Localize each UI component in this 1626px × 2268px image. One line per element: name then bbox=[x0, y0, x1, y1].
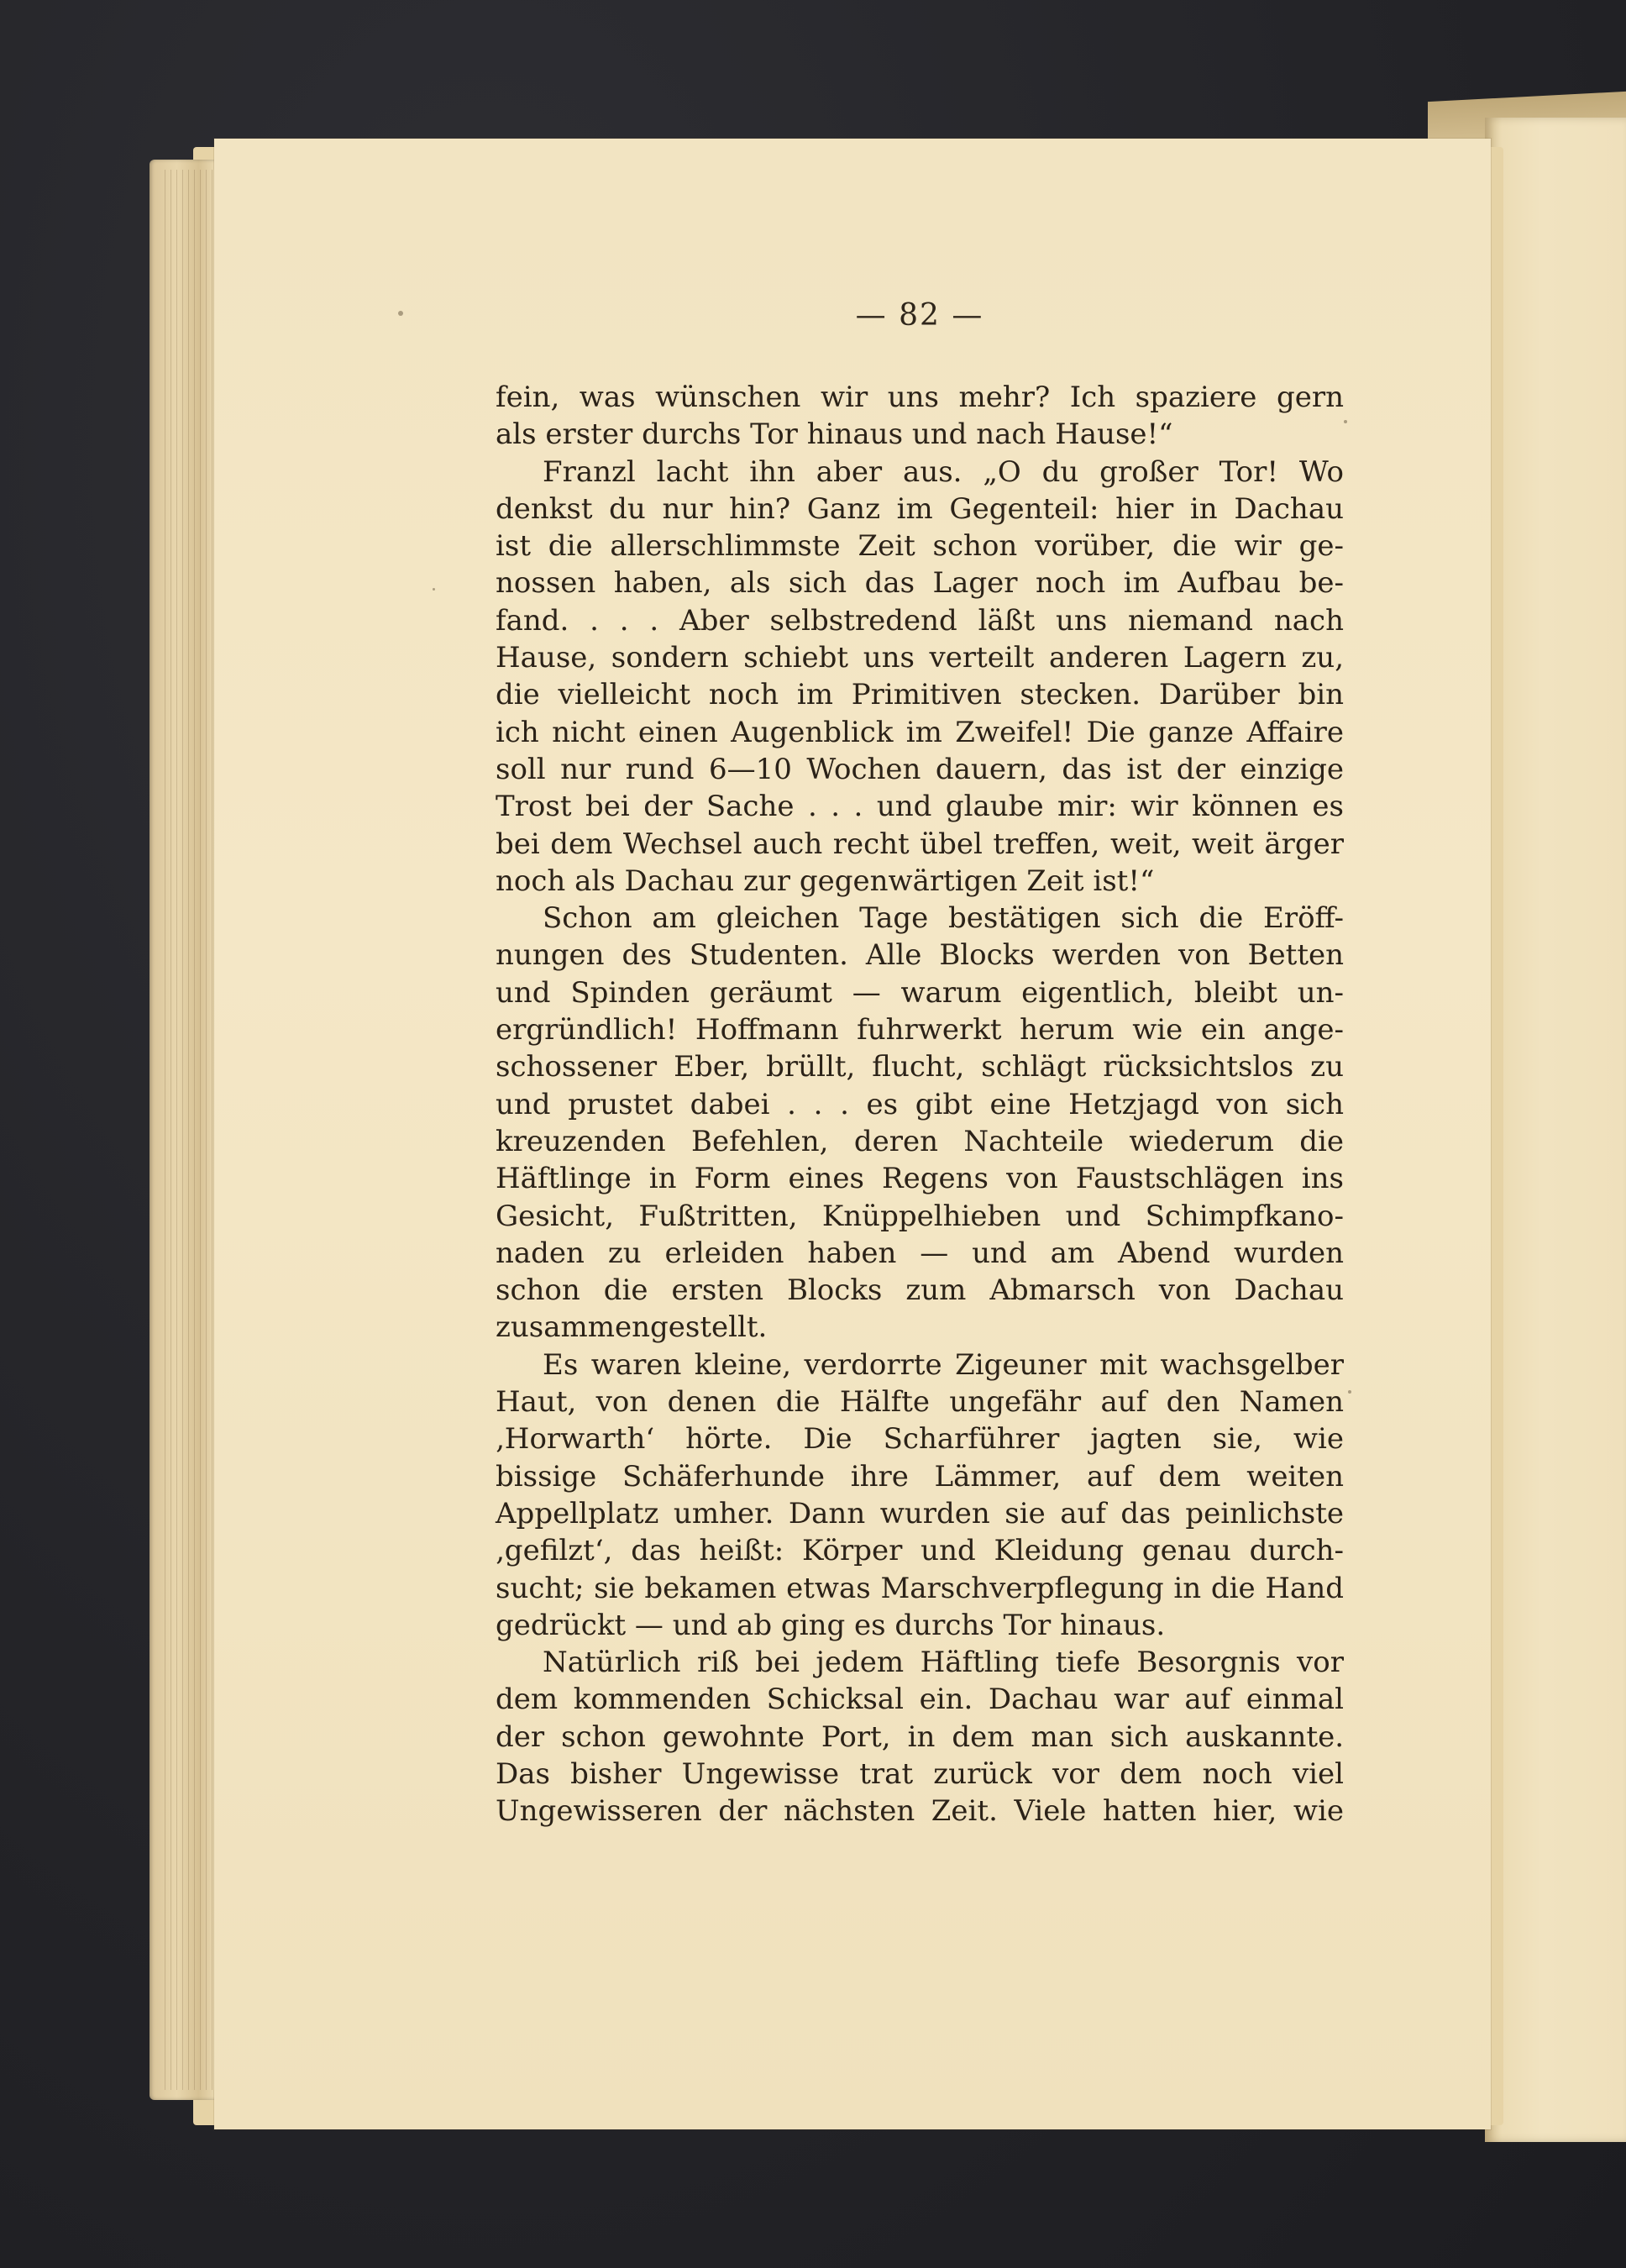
text-line: Trost bei der Sache . . . und glaube mir: wir können es bbox=[496, 790, 1344, 824]
text-line: ich nicht einen Augenblick im Zweifel! Die ganze Affaire bbox=[496, 715, 1344, 749]
text-line: fand. . . . Aber selbstredend läßt uns niemand nach bbox=[496, 603, 1344, 638]
text-line: die vielleicht noch im Primitiven stecken. Darüber bin bbox=[496, 678, 1344, 712]
text-line: Franzl lacht ihn aber aus. „O du großer Tor! Wo bbox=[543, 454, 1344, 489]
text-line: Schon am gleichen Tage bestätigen sich die Eröff- bbox=[543, 901, 1344, 936]
text-line: schon die ersten Blocks zum Abmarsch von Dachau bbox=[496, 1273, 1344, 1308]
text-line: Haut, von denen die Hälfte ungefähr auf den Namen bbox=[496, 1385, 1344, 1420]
text-line: Gesicht, Fußtritten, Knüppelhieben und Schimpfkano- bbox=[496, 1199, 1344, 1233]
paper-speck bbox=[398, 311, 403, 316]
text-line: nungen des Studenten. Alle Blocks werden von Betten bbox=[496, 938, 1344, 973]
text-line: und prustet dabei . . . es gibt eine Hetzjagd von sich bbox=[496, 1087, 1344, 1121]
paper-speck bbox=[433, 588, 435, 591]
page-number: — 82 — bbox=[855, 298, 984, 333]
text-line: schossener Eber, brüllt, flucht, schlägt rücksichtslos zu bbox=[496, 1050, 1344, 1084]
text-line: naden zu erleiden haben — und am Abend wurden bbox=[496, 1236, 1344, 1270]
text-line: kreuzenden Befehlen, deren Nachteile wiederum die bbox=[496, 1124, 1344, 1158]
text-line: ‚Horwarth‘ hörte. Die Scharführer jagten sie, wie bbox=[496, 1422, 1344, 1457]
text-line: Natürlich riß bei jedem Häftling tiefe Besorgnis vor bbox=[543, 1646, 1344, 1680]
paper-speck bbox=[1344, 420, 1347, 423]
facing-page bbox=[1485, 118, 1626, 2142]
text-line: soll nur rund 6—10 Wochen dauern, das ist der einzige bbox=[496, 752, 1344, 786]
text-line: ergründlich! Hoffmann fuhrwerkt herum wie ein ange- bbox=[496, 1013, 1344, 1047]
text-line: ‚gefilzt‘, das heißt: Körper und Kleidung genau durch- bbox=[496, 1534, 1344, 1568]
text-line: denkst du nur hin? Ganz im Gegenteil: hier in Dachau bbox=[496, 491, 1344, 526]
text-line: ist die allerschlimmste Zeit schon vorüber, die wir ge- bbox=[496, 529, 1344, 564]
text-line: noch als Dachau zur gegenwärtigen Zeit ist!“ bbox=[496, 864, 1155, 898]
text-line: sucht; sie bekamen etwas Marschverpflegung in die Hand bbox=[496, 1571, 1344, 1605]
text-line: Es waren kleine, verdorrte Zigeuner mit wachsgelber bbox=[543, 1347, 1344, 1382]
text-line: nossen haben, als sich das Lager noch im Aufbau be- bbox=[496, 566, 1344, 601]
paper-speck bbox=[1348, 1390, 1351, 1394]
text-line: der schon gewohnte Port, in dem man sich auskannte. bbox=[496, 1719, 1344, 1754]
text-line: fein, was wünschen wir uns mehr? Ich spaziere gern bbox=[496, 381, 1344, 414]
text-line: Das bisher Ungewisse trat zurück vor dem noch viel bbox=[496, 1756, 1344, 1791]
text-line: dem kommenden Schicksal ein. Dachau war auf einmal bbox=[496, 1683, 1344, 1717]
text-line: Ungewisseren der nächsten Zeit. Viele hatten hier, wie bbox=[496, 1794, 1344, 1829]
text-line: zusammengestellt. bbox=[496, 1310, 768, 1345]
text-line: und Spinden geräumt — warum eigentlich, bleibt un- bbox=[496, 975, 1344, 1010]
text-line: gedrückt — und ab ging es durchs Tor hinaus. bbox=[496, 1608, 1166, 1642]
text-line: Hause, sondern schiebt uns verteilt anderen Lagern zu, bbox=[496, 641, 1344, 675]
text-line: bei dem Wechsel auch recht übel treffen, weit, weit ärger bbox=[496, 827, 1344, 861]
body-text bbox=[496, 379, 1344, 1830]
text-line: Häftlinge in Form eines Regens von Faustschlägen ins bbox=[496, 1162, 1344, 1196]
text-line: bissige Schäferhunde ihre Lämmer, auf dem weiten bbox=[496, 1459, 1344, 1494]
text-line: Appellplatz umher. Dann wurden sie auf das peinlichste bbox=[496, 1496, 1344, 1530]
text-line: als erster durchs Tor hinaus und nach Hause!“ bbox=[496, 417, 1173, 452]
